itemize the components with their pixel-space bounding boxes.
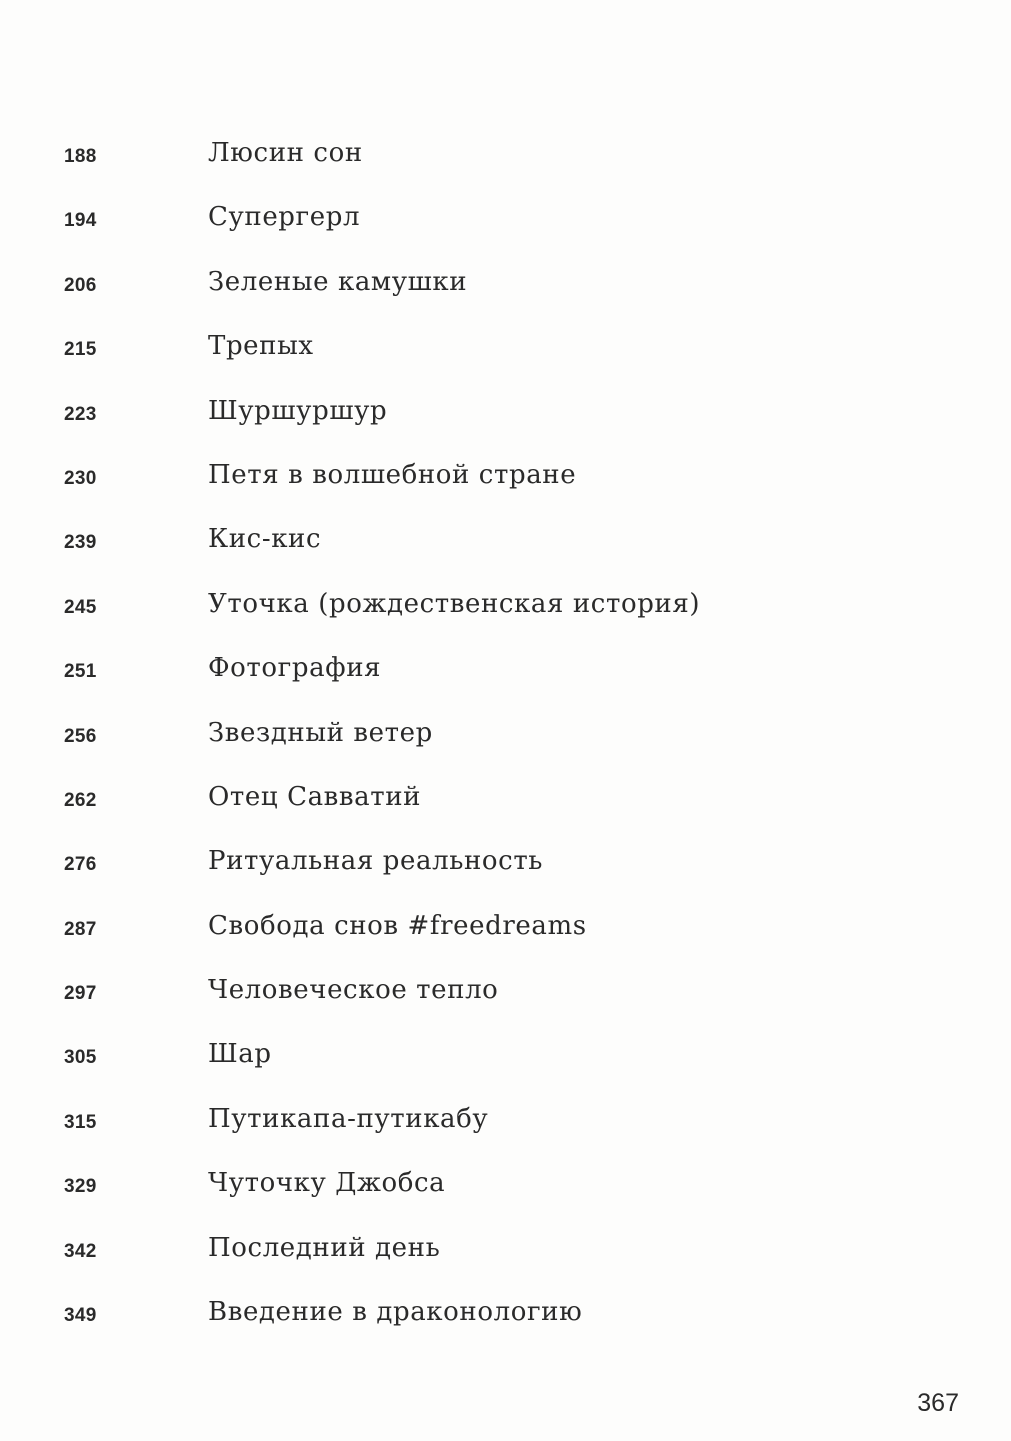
toc-page-number: 245 [64, 596, 97, 618]
toc-title: Супергерл [208, 202, 361, 233]
toc-entry [0, 770, 1011, 834]
toc-entry [0, 190, 1011, 254]
toc-page-number: 188 [64, 146, 97, 167]
toc-page-number: 251 [64, 661, 97, 683]
table-of-contents [0, 126, 1011, 1349]
toc-title: Чуточку Джобса [208, 1168, 446, 1199]
toc-entry [0, 512, 1011, 576]
toc-entry [0, 1221, 1011, 1285]
toc-title: Люсин сон [208, 138, 363, 168]
toc-entry [0, 1285, 1011, 1349]
toc-title: Последний день [208, 1232, 441, 1263]
toc-entry [0, 963, 1011, 1027]
toc-title: Человеческое тепло [208, 975, 499, 1006]
toc-page-number: 256 [64, 725, 97, 747]
toc-page-number: 239 [64, 532, 97, 554]
toc-title: Кис-кис [208, 524, 322, 555]
toc-title: Фотография [208, 653, 382, 684]
toc-page-number: 206 [64, 274, 97, 296]
toc-entry [0, 319, 1011, 383]
toc-entry [0, 1156, 1011, 1220]
toc-entry [0, 255, 1011, 319]
toc-title: Введение в драконологию [208, 1297, 583, 1328]
toc-page-number: 297 [64, 983, 97, 1005]
toc-page-number: 215 [64, 339, 97, 361]
toc-page-number: 349 [64, 1305, 97, 1327]
toc-title: Шуршуршур [208, 395, 388, 426]
toc-title: Звездный ветер [208, 717, 433, 748]
toc-title: Отец Савватий [208, 781, 422, 812]
toc-page-number: 329 [64, 1176, 97, 1198]
toc-title: Шар [208, 1039, 272, 1070]
toc-title: Уточка (рождественская история) [208, 588, 701, 619]
toc-page-number: 276 [64, 854, 97, 876]
toc-page-number: 230 [64, 467, 97, 489]
toc-title: Трепых [208, 331, 314, 362]
toc-entry [0, 899, 1011, 963]
toc-entry [0, 706, 1011, 770]
toc-entry [0, 448, 1011, 512]
toc-page-number: 305 [64, 1047, 97, 1069]
toc-page-number: 342 [64, 1240, 97, 1262]
page-number: 367 [917, 1389, 959, 1417]
toc-page-number: 262 [64, 789, 97, 811]
toc-title: Петя в волшебной стране [208, 459, 577, 490]
toc-entry [0, 1092, 1011, 1156]
toc-title: Свобода снов #freedreams [208, 910, 587, 941]
toc-page-number: 315 [64, 1111, 97, 1133]
toc-entry [0, 1027, 1011, 1091]
toc-page-number: 223 [64, 403, 97, 425]
toc-entry [0, 834, 1011, 898]
toc-title: Ритуальная реальность [208, 846, 544, 877]
toc-title: Зеленые камушки [208, 266, 468, 297]
toc-page-number: 194 [64, 210, 97, 232]
toc-entry [0, 577, 1011, 641]
toc-entry [0, 384, 1011, 448]
toc-entry [0, 641, 1011, 705]
toc-page-number: 287 [64, 918, 97, 940]
toc-title: Путикапа-путикабу [208, 1103, 489, 1134]
toc-entry [0, 126, 1011, 190]
